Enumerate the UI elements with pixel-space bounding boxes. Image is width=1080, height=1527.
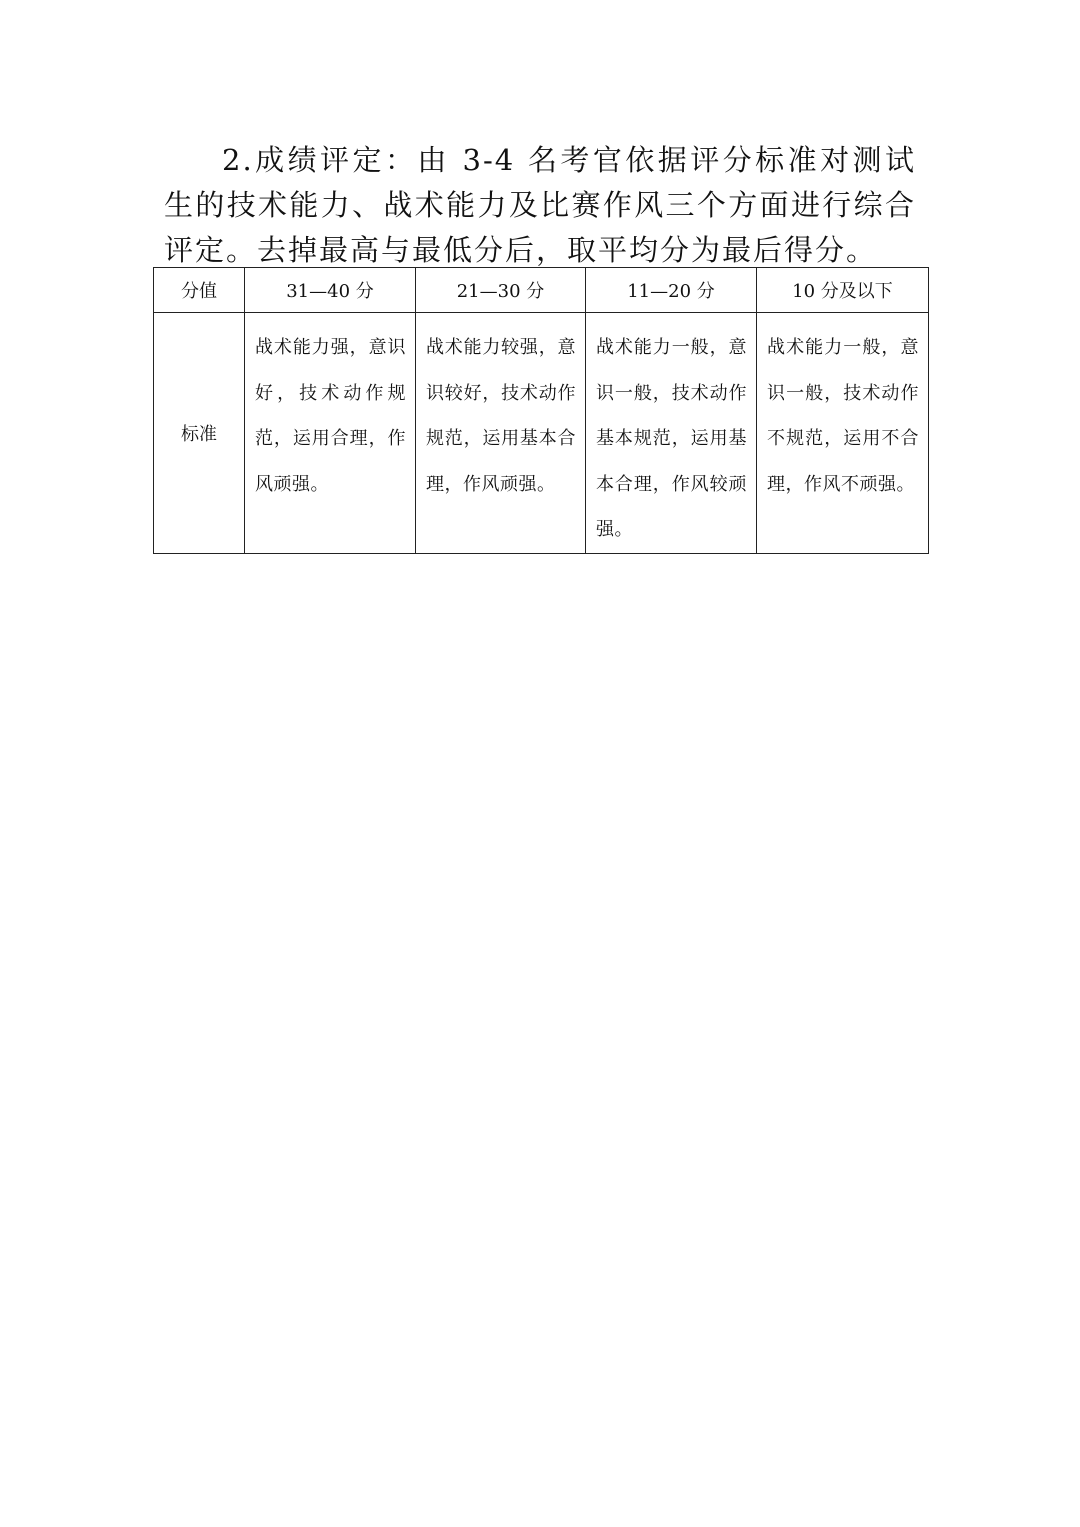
table-header-row <box>154 268 929 313</box>
scoring-criteria-table <box>153 267 929 554</box>
criteria-cell-11-20: 战术能力一般，意识一般，技术动作基本规范，运用基本合理，作风较顽强。 <box>586 313 757 554</box>
criteria-cell-21-30: 战术能力较强，意识较好，技术动作规范，运用基本合理，作风顽强。 <box>416 313 586 554</box>
header-cell-11-20: 11—20 分 <box>586 268 757 313</box>
row-label-standard: 标准 <box>154 313 245 554</box>
scoring-paragraph: 2.成绩评定：由 3-4 名考官依据评分标准对测试生的技术能力、战术能力及比赛作风三个方面进行综合评定。去掉最高与最低分后，取平均分为最后得分。 <box>164 143 916 267</box>
table-row <box>154 313 929 554</box>
header-cell-21-30: 21—30 分 <box>416 268 586 313</box>
header-cell-10-below: 10 分及以下 <box>757 268 929 313</box>
header-cell-score: 分值 <box>154 268 245 313</box>
header-cell-31-40: 31—40 分 <box>245 268 416 313</box>
criteria-cell-10-below: 战术能力一般，意识一般，技术动作不规范，运用不合理，作风不顽强。 <box>757 313 929 554</box>
criteria-cell-31-40: 战术能力强，意识好，技术动作规范，运用合理，作风顽强。 <box>245 313 416 554</box>
